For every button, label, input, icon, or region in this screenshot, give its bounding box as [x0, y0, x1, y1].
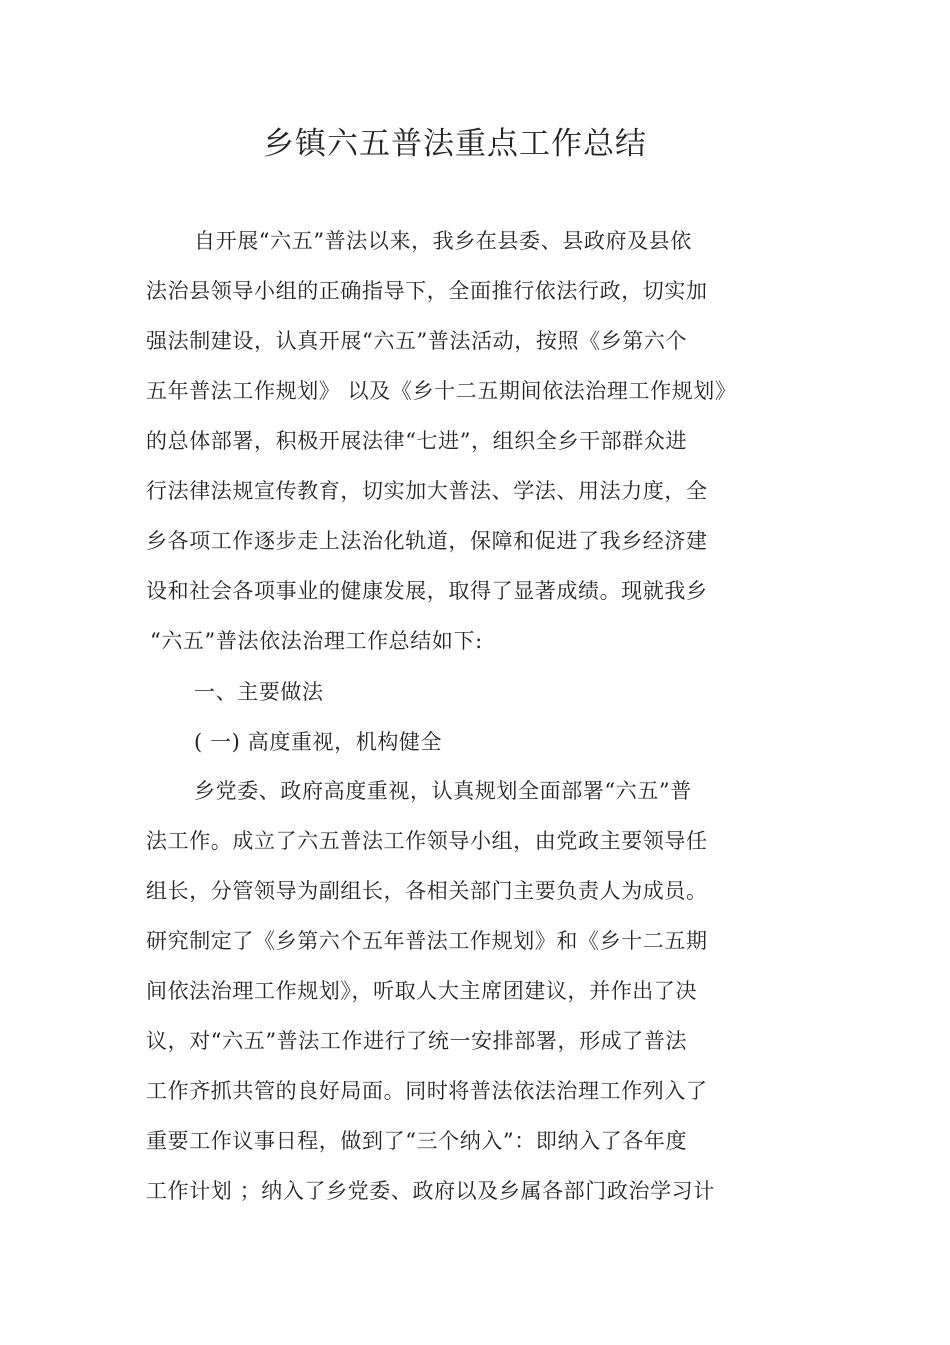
paragraph-line: 议，对“六五”普法工作进行了统一安排部署，形成了普法 — [146, 1029, 688, 1053]
subsection-heading: ( 一) 高度重视，机构健全 — [194, 730, 443, 754]
document-title: 乡镇六五普法重点工作总结 — [263, 126, 647, 162]
paragraph-line: 五年普法工作规划》 以及《乡十二五期间依法治理工作规划》 — [146, 379, 737, 403]
paragraph-line: 的总体部署，积极开展法律“七进”，组织全乡干部群众进 — [146, 429, 688, 453]
paragraph-line: 组长，分管领导为副组长，各相关部门主要负责人为成员。 — [146, 879, 708, 903]
paragraph-line: 间依法治理工作规划》，听取人大主席团建议，并作出了决 — [146, 979, 698, 1003]
paragraph-line: 自开展“六五”普法以来，我乡在县委、县政府及县依 — [194, 229, 692, 253]
paragraph-line: 工作齐抓共管的良好局面。同时将普法依法治理工作列入了 — [146, 1079, 708, 1103]
paragraph-line: 乡党委、政府高度重视，认真规划全面部署“六五”普 — [194, 779, 692, 803]
paragraph-line: 工作计划 ；纳入了乡党委、政府以及乡属各部门政治学习计 — [146, 1179, 715, 1203]
paragraph-line: 法工作。成立了六五普法工作领导小组，由党政主要领导任 — [146, 829, 708, 853]
paragraph-line: 强法制建设，认真开展“六五”普法活动，按照《乡第六个 — [146, 329, 688, 353]
paragraph-line: “六五”普法依法治理工作总结如下: — [150, 629, 483, 653]
paragraph-line: 重要工作议事日程，做到了“三个纳入”：即纳入了各年度 — [146, 1129, 688, 1153]
paragraph-line: 法治县领导小组的正确指导下，全面推行依法行政，切实加 — [146, 279, 708, 303]
paragraph-line: 乡各项工作逐步走上法治化轨道，保障和促进了我乡经济建 — [146, 529, 708, 553]
paragraph-line: 研究制定了《乡第六个五年普法工作规划》和《乡十二五期 — [146, 929, 708, 953]
section-heading: 一、主要做法 — [194, 680, 324, 704]
paragraph-line: 行法律法规宣传教育，切实加大普法、学法、用法力度，全 — [146, 479, 708, 503]
paragraph-line: 设和社会各项事业的健康发展，取得了显著成绩。现就我乡 — [146, 579, 708, 603]
